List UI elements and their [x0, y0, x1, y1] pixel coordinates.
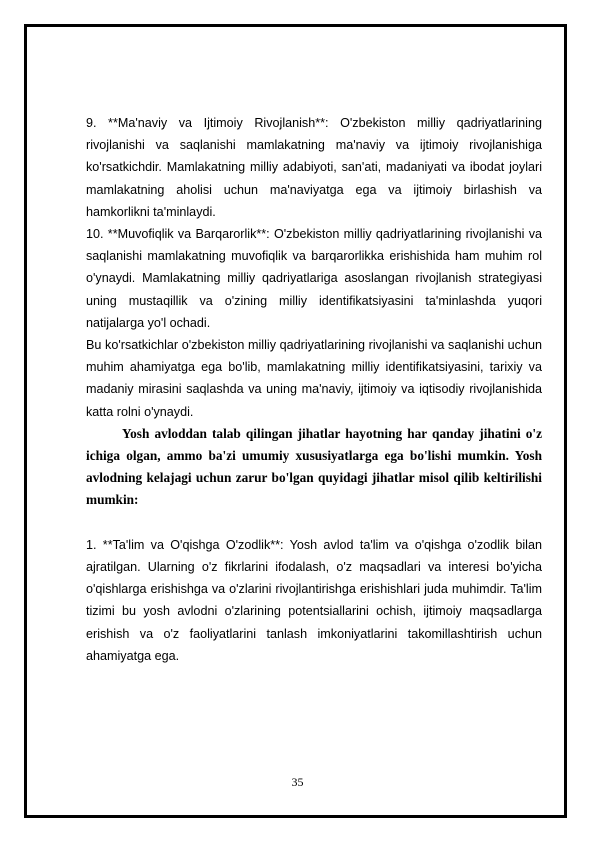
page-number: 35 — [291, 775, 304, 789]
paragraph-spacer — [86, 512, 542, 534]
summary-paragraph: Bu ko'rsatkichlar o'zbekiston milliy qadriyatlarining rivojlanishi va saqlanishi uchun muhim ahamiyatga ega bo'lib, mamlakatning milliy identifikatsiyasini, tarixiy va madaniy mirasini saqlashda va uning ma'naviy, ijtimoiy va iqtisodiy rivojlanishida katta rolni o'ynaydi. — [86, 338, 542, 419]
bold-intro-paragraph: Yosh avloddan talab qilingan jihatlar hayotning har qanday jihatini o'z ichiga olgan, ammo ba'zi umumiy xususiyatlarga ega bo'lishi mumkin. Yosh avlodning kelajagi uchun zarur bo'lgan quyidagi jihatlar misol qilib keltirilishi mumkin: — [86, 425, 542, 508]
paragraph-10: 10. **Muvofiqlik va Barqarorlik**: O'zbekiston milliy qadriyatlarining rivojlanishi va saqlanishi mamlakatning muvofiqlik va barqarorlikka erishishida ham muhim rol o'ynaydi. Mamlakatning milliy qadriyatlariga asoslangan rivojlanish strategiyasi uning mustaqillik va o'zining milliy identifikatsiyasini ta'minlashda yuqori natijalarga yo'l ochadi. — [86, 227, 542, 330]
paragraph-9: 9. **Ma'naviy va Ijtimoiy Rivojlanish**: O'zbekiston milliy qadriyatlarining rivojlanishi va saqlanishi mamlakatning ma'naviy va ijtimoiy rivojlanishiga ko'rsatkichdir. Mamlakatning milliy adabiyoti, san'ati, madaniyati va ibodat joylari mamlakatning aholisi uchun ma'naviyatga ega va ijtimoiy birlashish va hamkorlikni ta'minlaydi. — [86, 116, 542, 219]
document-body — [86, 112, 542, 667]
list-item-1: 1. **Ta'lim va O'qishga O'zodlik**: Yosh avlod ta'lim va o'qishga o'zodlik bilan ajratilgan. Ularning o'z fikrlarini ifodalash, o'z maqsadlari va interesi bo'yicha o'qishlarga erishishga va o'zlarini rivojlantirishga erishishlari juda muhimdir. Ta'lim tizimi bu yosh avlodni o'zlarining potentsiallarini ochish, ijtimoiy maqsadlarga erishish va o'z faoliyatlarini tanlash imkoniyatlarini takomillashtirish uchun ahamiyatga ega. — [86, 537, 542, 663]
